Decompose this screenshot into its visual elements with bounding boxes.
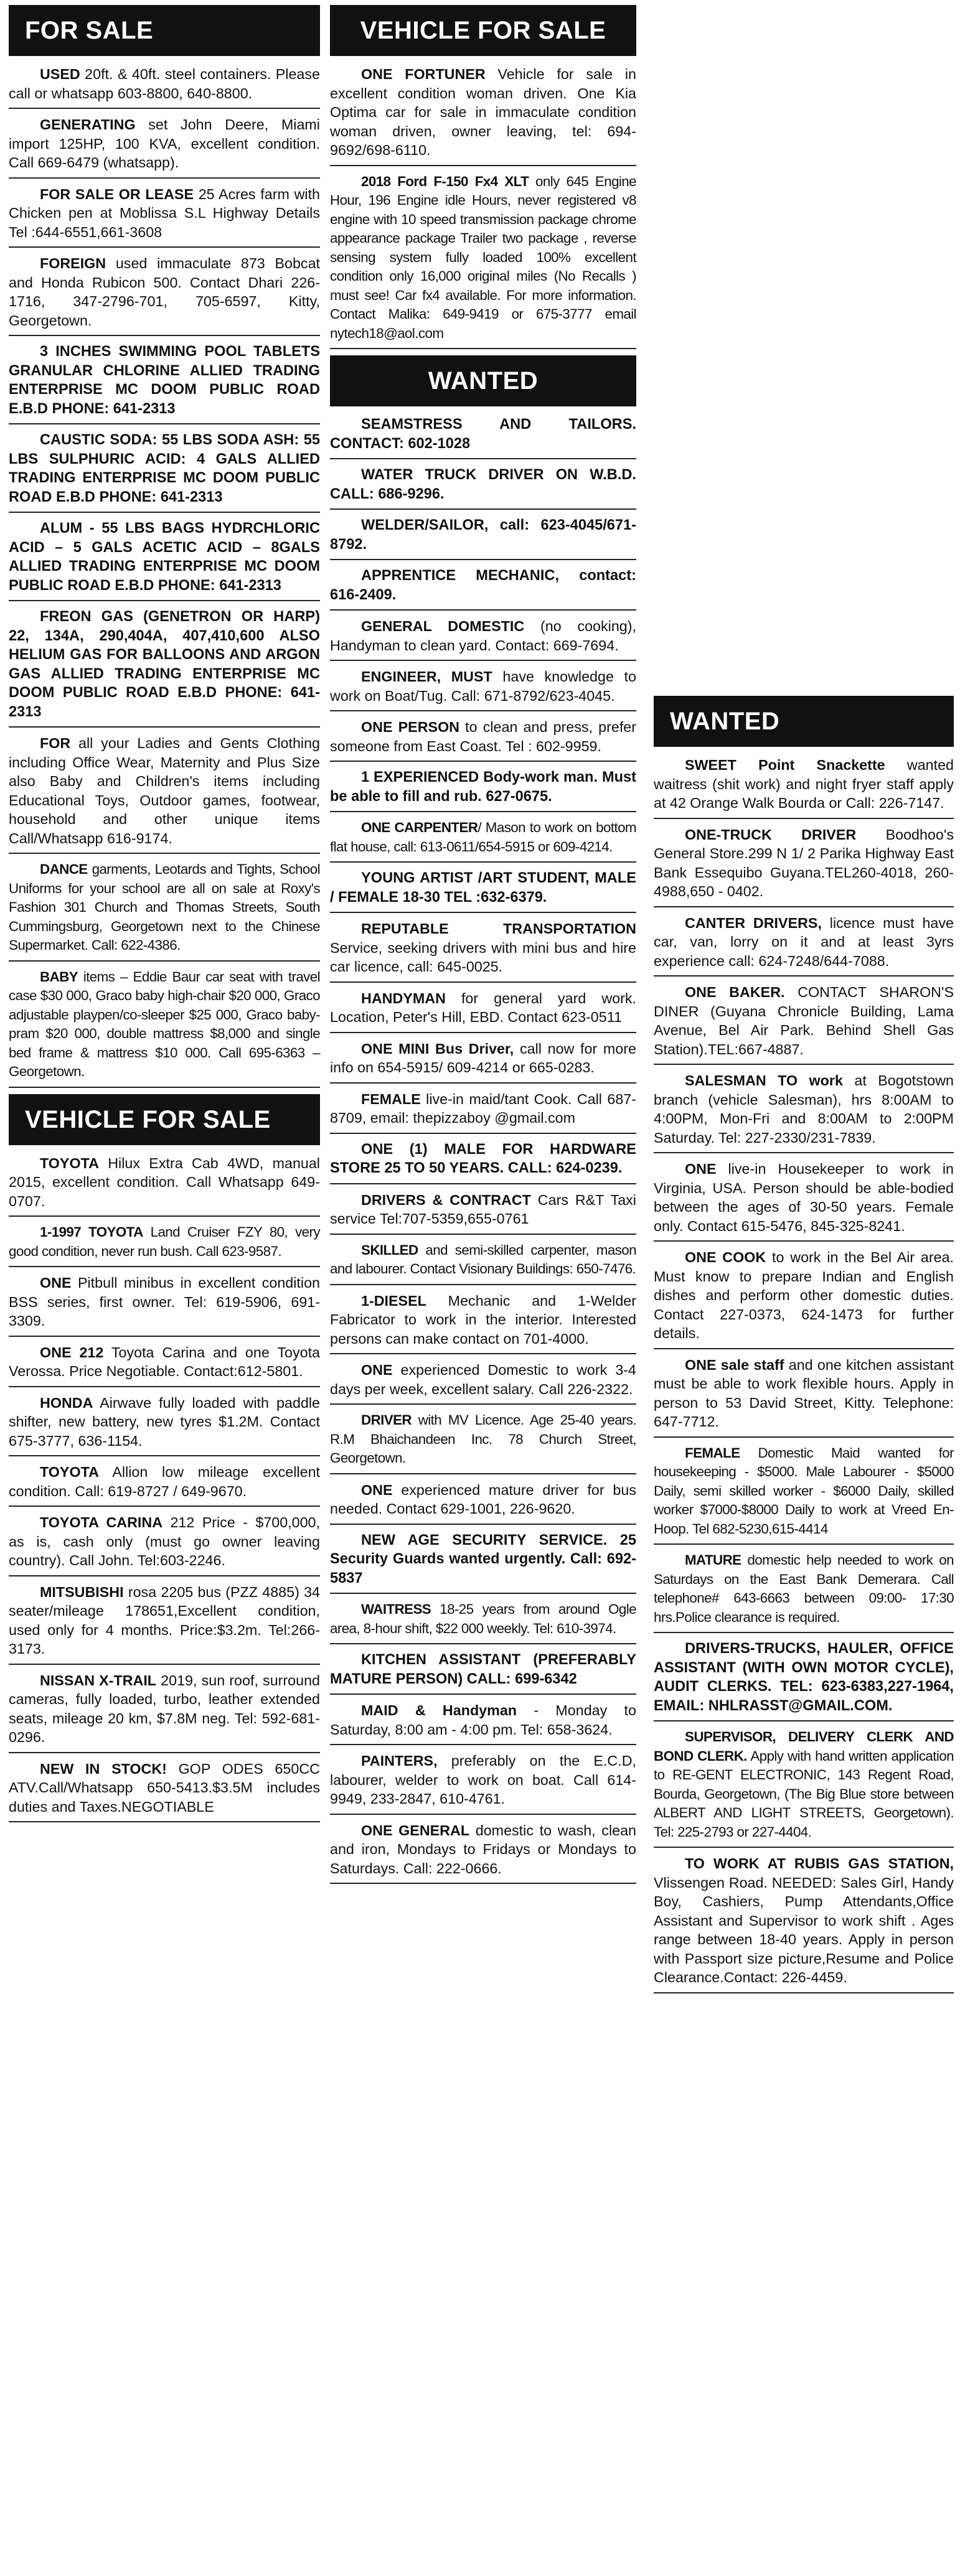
ad-body: with MV Licence. Age 25-40 years. R.M Bhaichandeen Inc. 78 Church Street, Georgetown. [330, 1412, 636, 1466]
ad-body: and semi-skilled carpenter, mason and labourer. Contact Visionary Buildings: 650-7476. [330, 1242, 636, 1276]
classified-ad [9, 734, 320, 854]
ad-lead: FREON GAS (GENETRON OR HARP) 22, 134A, 290,404A, 407,410,600 ALSO HELIUM GAS FOR BALLOONS AND ARGON GAS ALLIED TRADING ENTERPRISE MC DOOM PUBLIC ROAD E.B.D PHONE: 641-2313 [9, 609, 320, 720]
ad-lead: FEMALE [361, 1090, 421, 1107]
ad-lead: HANDYMAN [361, 990, 446, 1006]
column-2 [330, 0, 636, 1890]
classified-ad [330, 466, 636, 510]
ad-lead: ONE [361, 1481, 393, 1498]
classified-ad [654, 1728, 954, 1848]
ad-body: Cars R&T Taxi service Tel:707-5359,655-0761 [330, 1191, 636, 1227]
ad-lead: TOYOTA [40, 1155, 99, 1171]
classified-ad [9, 968, 320, 1088]
classified-ad [330, 1090, 636, 1134]
ad-body: have knowledge to work on Boat/Tug. Call: 671-8792/623-4045. [330, 668, 636, 704]
ad-body: at Bogotstown branch (vehicle Salesman), hrs 8:00AM to 4:00PM, Mon-Fri and 8:00AM to 2:00PM Saturday. Tel: 227-2330/231-7839. [654, 1072, 954, 1146]
ad-lead: BABY [40, 968, 78, 985]
classified-ad [330, 869, 636, 913]
classified-ad [9, 1463, 320, 1507]
classified-ad [9, 1273, 320, 1337]
classified-ad [9, 860, 320, 962]
ad-lead: SKILLED [361, 1242, 418, 1258]
classified-ad [330, 919, 636, 983]
ad-lead: 2018 Ford F-150 Fx4 XLT [361, 173, 529, 189]
ad-body: Apply with hand written application to RE-GENT ELECTRONIC, 143 Regent Road, Bourda, Georgetown, (The Big Blue store between ALBERT AND LIGHT STREETS, Georgetown). Tel: 225-2793 or 227-4404. [654, 1748, 954, 1840]
ad-lead: DRIVERS-TRUCKS, HAULER, OFFICE ASSISTANT (WITH OWN MOTOR CYCLE), AUDIT CLERKS. TEL: 623-6383,227-1964, EMAIL: NHLRASST@GMAIL.COM. [654, 1641, 954, 1714]
ad-body: 2019, sun roof, surround cameras, fully loaded, turbo, leather extended seats, mileage 20 km, $7.8M neg. Tel: 592-681-0296. [9, 1672, 320, 1745]
classified-ad [330, 1039, 636, 1084]
ad-body: set John Deere, Miami import 125HP, 100 KVA, excellent condition. Call 669-6479 (whatsapp). [9, 116, 320, 171]
ad-lead: ONE (1) MALE FOR HARDWARE STORE 25 TO 50 YEARS. CALL: 624-0239. [330, 1141, 636, 1176]
ad-body: preferably on the E.C.D, labourer, welder to work on boat. Call 614-9949, 233-2847, 610-4761. [330, 1753, 636, 1807]
ad-lead: ONE [361, 1362, 393, 1378]
ad-lead: FOREIGN [40, 255, 106, 271]
classified-ad [9, 1154, 320, 1217]
classified-ad [330, 1191, 636, 1235]
ad-lead: ONE COOK [685, 1249, 766, 1265]
classified-ad [9, 342, 320, 424]
classified-ad [330, 1411, 636, 1474]
classified-ad [9, 254, 320, 336]
ad-lead: YOUNG ARTIST /ART STUDENT, MALE / FEMALE 18-30 TEL :632-6379. [330, 870, 636, 906]
classified-ad [330, 818, 636, 863]
ad-body: 212 Price - $700,000, as is, cash only (must go owner leaving country). Call John. Tel:603-2246. [9, 1514, 320, 1568]
classified-ad [330, 1241, 636, 1285]
ad-body: live-in maid/tant Cook. Call 687-8709, email: thepizzaboy @gmail.com [330, 1090, 636, 1126]
ad-lead: FOR [40, 735, 71, 751]
classified-ad [330, 415, 636, 459]
ad-body: Hilux Extra Cab 4WD, manual 2015, excellent condition. Call Whatsapp 649-0707. [9, 1155, 320, 1209]
ad-lead: SWEET Point Snackette [685, 757, 885, 773]
ad-lead: MITSUBISHI [40, 1583, 124, 1600]
ad-lead: DRIVER [361, 1412, 412, 1428]
classified-ad [330, 1651, 636, 1695]
section-header: WANTED [330, 355, 636, 406]
classified-ad [330, 617, 636, 661]
classified-ad [654, 1356, 954, 1438]
classified-ad [9, 1583, 320, 1665]
ad-body: experienced Domestic to work 3-4 days per week, excellent salary. Call 226-2322. [330, 1362, 636, 1397]
ad-body: Domestic Maid wanted for housekeeping - $5000. Male Labourer - $5000 Daily, semi skilled worker - $6000 Daily, skilled worker $7000-$8000 Daily to work at Vreed En-Hoop. Tel 682-5230,615-4414 [654, 1445, 954, 1537]
ad-lead: NEW IN STOCK! [40, 1760, 167, 1777]
ad-lead: FEMALE [685, 1445, 740, 1461]
ad-lead: ONE-TRUCK DRIVER [685, 826, 857, 843]
ad-lead: ONE [685, 1161, 717, 1177]
ad-lead: WAITRESS [361, 1601, 431, 1617]
ad-body: / Mason to work on bottom flat house, call: 613-0611/654-5915 or 609-4214. [330, 820, 636, 855]
ad-body: CONTACT SHARON'S DINER (Guyana Chronicle Building, Lama Avenue, Bel Air Park. Behind Shell Gas Station).TEL:667-4887. [654, 984, 954, 1057]
ad-lead: APPRENTICE MECHANIC, contact: 616-2409. [330, 568, 636, 603]
ad-lead: MAID & Handyman [361, 1702, 517, 1718]
column-3 [654, 0, 954, 2000]
ad-lead: GENERATING [40, 116, 136, 133]
ad-lead: ONE FORTUNER [361, 66, 486, 82]
ad-body: Mechanic and 1-Welder Fabricator to work in the interior. Interested persons can make contact on 701-4000. [330, 1292, 636, 1347]
ad-body: (no cooking), Handyman to clean yard. Contact: 669-7694. [330, 618, 636, 653]
ad-lead: USED [40, 66, 80, 82]
ad-body: GOP ODES 650CC ATV.Call/Whatsapp 650-5413.$3.5M includes duties and Taxes.NEGOTIABLE [9, 1760, 320, 1815]
classified-ad [330, 65, 636, 166]
ad-body: Toyota Carina and one Toyota Verossa. Price Negotiable. Contact:612-5801. [9, 1344, 320, 1379]
ad-lead: TOYOTA CARINA [40, 1514, 163, 1530]
ad-body: for general yard work. Location, Peter's Hill, EBD. Contact 623-0511 [330, 990, 636, 1025]
classified-ad [330, 1821, 636, 1885]
ad-lead: SEAMSTRESS AND TAILORS. CONTACT: 602-1028 [330, 416, 636, 452]
ad-body: domestic help needed to work on Saturdays on the East Bank Demerara. Call telephone# 643-6663 between 09:00- 17:30 hrs.Police clearance is required. [654, 1552, 954, 1625]
ad-body: Vlissengen Road. NEEDED: Sales Girl, Handy Boy, Cashiers, Pump Attendants,Office Assistant and Supervisor to work shift . Ages range between 18-40 years. Apply in person with Passport size picture,Resume and Police Clearance.Contact: 226-4459. [654, 1874, 954, 1985]
classified-ad [330, 1481, 636, 1525]
classified-ad [654, 1854, 954, 1993]
ad-lead: CAUSTIC SODA: 55 LBS SODA ASH: 55 LBS SULPHURIC ACID: 4 GALS ALLIED TRADING ENTERPRISE MC DOOM PUBLIC ROAD E.B.D PHONE: 641-2313 [9, 432, 320, 505]
classified-ad [654, 1071, 954, 1153]
classified-ad [9, 607, 320, 728]
classified-ad [330, 718, 636, 762]
classified-ad [330, 566, 636, 611]
ad-lead: PAINTERS, [361, 1753, 438, 1769]
classified-ad [9, 1343, 320, 1387]
ad-lead: CANTER DRIVERS, [685, 914, 822, 931]
classified-ad [330, 768, 636, 812]
ad-body: experienced mature driver for bus needed. Contact 629-1001, 226-9620. [330, 1481, 636, 1517]
ad-lead: WATER TRUCK DRIVER ON W.B.D. CALL: 686-9296. [330, 467, 636, 502]
ad-lead: ONE MINI Bus Driver, [361, 1040, 514, 1057]
ad-lead: GENERAL DOMESTIC [361, 618, 525, 634]
ad-body: Vehicle for sale in excellent condition woman driven. One Kia Optima car for sale in immaculate condition woman driven, owner leaving, tel: 694-9692/698-6110. [330, 66, 636, 158]
classified-ad [330, 1361, 636, 1405]
classified-ad [654, 914, 954, 977]
ad-lead: ONE 212 [40, 1344, 104, 1361]
ad-lead: FOR SALE OR LEASE [40, 185, 194, 202]
classified-ad [654, 1551, 954, 1633]
classified-ad [9, 519, 320, 601]
ad-lead: 1 EXPERIENCED Body-work man. Must be able to fill and rub. 627-0675. [330, 769, 636, 805]
ad-lead: ONE [40, 1275, 72, 1291]
ad-body: Airwave fully loaded with paddle shifter, new battery, new tyres $1.2M. Contact 675-3777, 636-1154. [9, 1394, 320, 1449]
classified-ad [9, 431, 320, 513]
ad-lead: NEW AGE SECURITY SERVICE. 25 Security Guards wanted urgently. Call: 692-5837 [330, 1532, 636, 1586]
ad-body: wanted waitress (shit work) and night fryer staff apply at 42 Orange Walk Bourda or Call: 226-7147. [654, 757, 954, 811]
classified-ad [9, 1513, 320, 1576]
ad-lead: NISSAN X-TRAIL [40, 1672, 157, 1688]
classified-ad [330, 1600, 636, 1644]
classified-ad [330, 1751, 636, 1815]
classified-ad [9, 1223, 320, 1267]
ad-body: to work in the Bel Air area. Must know to prepare Indian and English dishes and perform other domestic duties. Contact 227-0373, 624-1473 for further details. [654, 1249, 954, 1341]
ad-body: licence must have car, van, lorry on it and at least 3yrs experience call: 624-7248/644-7088. [654, 914, 954, 969]
ad-lead: 1-1997 TOYOTA [40, 1224, 143, 1240]
ad-lead: WELDER/SAILOR, call: 623-4045/671-8792. [330, 517, 636, 553]
ad-lead: SUPERVISOR, DELIVERY CLERK AND BOND CLERK. [654, 1729, 954, 1764]
ad-body: Service, seeking drivers with mini bus and hire car licence, call: 645-0025. [330, 939, 636, 975]
ad-lead: SALESMAN TO work [685, 1072, 843, 1089]
ad-lead: 3 INCHES SWIMMING POOL TABLETS GRANULAR CHLORINE ALLIED TRADING ENTERPRISE MC DOOM PUBLIC ROAD E.B.D PHONE: 641-2313 [9, 344, 320, 417]
classified-ad [330, 1291, 636, 1355]
classified-ad [654, 1444, 954, 1545]
ad-lead: MATURE [685, 1552, 741, 1568]
classified-ad [654, 1159, 954, 1242]
ad-lead: ONE PERSON [361, 719, 460, 735]
ad-body: 20ft. & 40ft. steel containers. Please call or whatsapp 603-8800, 640-8800. [9, 66, 320, 101]
classified-ad [654, 983, 954, 1065]
ad-body: items – Eddie Baur car seat with travel case $30 000, Graco baby high-chair $20 000, Graco adjustable playpen/co-sleeper $25 000, Graco baby-pram $20 000, double mattress $8,000 and single bed frame & mattress $10 000. Call 695-6363 – Georgetown. [9, 968, 320, 1079]
ad-body: Boodhoo's General Store.299 N 1/ 2 Parika Highway East Bank Essequibo Guyana.TEL260-4018, 260-4988,650 - 0402. [654, 826, 954, 899]
ad-lead: ONE CARPENTER [361, 820, 478, 835]
ad-body: used immaculate 873 Bobcat and Honda Rubicon 500. Contact Dhari 226-1716, 347-2796-701, 705-6597, Kitty, Georgetown. [9, 255, 320, 329]
ad-body: Allion low mileage excellent condition. Call: 619-8727 / 649-9670. [9, 1464, 320, 1499]
ad-lead: ONE sale staff [685, 1356, 784, 1373]
classified-ad [330, 1701, 636, 1745]
ad-body: 25 Acres farm with Chicken pen at Moblissa S.L Highway Details Tel :644-6551,661-3608 [9, 185, 321, 240]
ad-body: Pitbull minibus in excellent condition BSS series, first owner. Tel: 619-5906, 691-3309. [9, 1275, 320, 1329]
ad-body: live-in Housekeeper to work in Virginia, USA. Person should be able-bodied between the ages of 30-50 years. Female only. Contact 615-5476, 845-325-8241. [654, 1161, 954, 1234]
ad-lead: DANCE [40, 861, 88, 877]
ad-body: call now for more info on 654-5915/ 609-4214 or 665-0283. [330, 1040, 636, 1075]
ad-body: only 645 Engine Hour, 196 Engine idle Hours, never registered v8 engine with 10 speed transmission package chrome appearance package Trailer two package , reverse sensing system fully loaded 100% excellent condition only 16,000 original miles (No Recalls ) must see! Car fx4 available. For more information. Contact Malika: 649-9419 or 675-3777 email nytech18@aol.com [330, 173, 637, 341]
section-header: VEHICLE FOR SALE [330, 5, 636, 56]
ad-body: domestic to wash, clean and iron, Mondays to Fridays or Mondays to Saturdays. Call: 222-0666. [330, 1822, 636, 1876]
ad-lead: ALUM - 55 LBS BAGS HYDRCHLORIC ACID – 5 GALS ACETIC ACID – 8GALS ALLIED TRADING ENTERPRISE MC DOOM PUBLIC ROAD E.B.D PHONE: 641-2313 [9, 520, 320, 594]
ad-lead: TOYOTA [40, 1464, 99, 1480]
classified-ad [654, 1639, 954, 1721]
classified-ad [330, 667, 636, 711]
ad-lead: KITCHEN ASSISTANT (PREFERABLY MATURE PERSON) CALL: 699-6342 [330, 1652, 636, 1687]
classified-ad [9, 115, 320, 179]
ad-body: to clean and press, prefer someone from East Coast. Tel : 602-9959. [330, 719, 637, 754]
ad-lead: DRIVERS & CONTRACT [361, 1191, 531, 1208]
classified-ad [9, 1671, 320, 1753]
classified-ad [330, 989, 636, 1033]
classified-ad [9, 185, 320, 248]
section-header: WANTED [654, 696, 954, 747]
classified-ad [654, 756, 954, 819]
classified-ad [9, 1759, 320, 1823]
ad-lead: REPUTABLE TRANSPORTATION [361, 920, 636, 937]
ad-body: Land Cruiser FZY 80, very good condition, never run bush. Call 623-9587. [9, 1224, 320, 1259]
classified-ad [9, 65, 320, 109]
classified-ad [330, 1531, 636, 1595]
classified-ad [9, 1393, 320, 1457]
ad-body: all your Ladies and Gents Clothing including Office Wear, Maternity and Plus Size also Baby and Children's items including Educational Toys, Outdoor games, footwear, household and other unique items Call/Whatsapp 616-9174. [9, 735, 320, 846]
ad-lead: HONDA [40, 1394, 93, 1411]
ad-lead: ONE BAKER. [685, 984, 785, 1000]
blank-space [654, 0, 954, 691]
section-header: VEHICLE FOR SALE [9, 1094, 320, 1145]
ad-lead: 1-DIESEL [361, 1292, 426, 1309]
ad-body: - Monday to Saturday, 8:00 am - 4:00 pm. Tel: 658-3624. [330, 1702, 636, 1738]
classified-ad [330, 172, 636, 350]
ad-body: 18-25 years from around Ogle area, 8-hour shift, $22 000 weekly. Tel: 610-3974. [330, 1601, 636, 1636]
classified-ad [654, 825, 954, 907]
classified-ad [330, 1140, 636, 1184]
section-header: FOR SALE [9, 5, 320, 56]
classified-ad [654, 1248, 954, 1349]
column-1 [9, 0, 320, 1829]
ad-body: rosa 2205 bus (PZZ 4885) 34 seater/mileage 178651,Excellent condition, used only for 4 months. Price:$3.2m. Tel:266-3173. [9, 1583, 320, 1657]
ad-lead: TO WORK AT RUBIS GAS STATION, [685, 1855, 954, 1871]
classified-ad [330, 516, 636, 560]
ad-lead: ONE GENERAL [361, 1822, 470, 1838]
ad-body: and one kitchen assistant must be able to work flexible hours. Apply in person to 53 David Street, Kitty. Telephone: 647-7712. [654, 1356, 954, 1430]
ad-body: garments, Leotards and Tights, School Uniforms for your school are all on sale at Roxy's Fashion 301 Church and Thomas Streets, South Cummingsburg, Georgetown next to the Chinese Supermarket. Call: 622-4386. [9, 861, 320, 953]
ad-lead: ENGINEER, MUST [361, 668, 492, 685]
